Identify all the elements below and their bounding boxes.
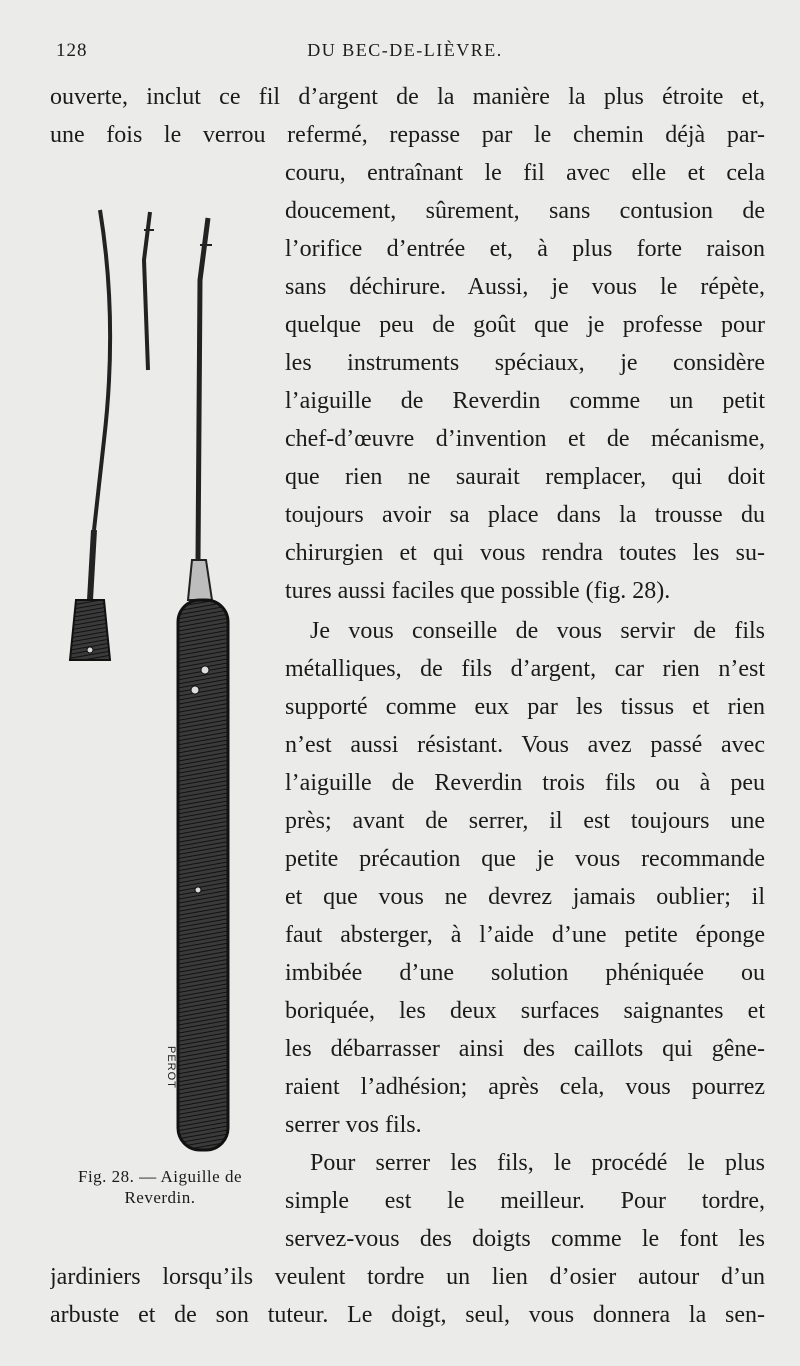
text-line: quelque peu de goût que je professe pour bbox=[285, 312, 765, 338]
text-line: arbuste et de son tuteur. Le doigt, seul, vous donnera la sen- bbox=[50, 1302, 765, 1328]
text-line: que rien ne saurait remplacer, qui doit bbox=[285, 464, 765, 490]
text-line: Pour serrer les fils, le procédé le plus bbox=[310, 1150, 765, 1176]
text-line: couru, entraînant le fil avec elle et cela bbox=[285, 160, 765, 186]
text-line: raient l’adhésion; après cela, vous pourrez bbox=[285, 1074, 765, 1100]
text-line: l’aiguille de Reverdin comme un petit bbox=[285, 388, 765, 414]
page-number: 128 bbox=[56, 40, 88, 61]
reverdin-needle-illustration bbox=[40, 200, 280, 1160]
main-needle bbox=[178, 218, 228, 1150]
text-line: chirurgien et qui vous rendra toutes les su- bbox=[285, 540, 765, 566]
caption-line: Reverdin. bbox=[124, 1188, 196, 1207]
text-line: Je vous conseille de vous servir de fils bbox=[310, 618, 765, 644]
text-line: boriquée, les deux surfaces saignantes et bbox=[285, 998, 765, 1024]
text-line: près; avant de serrer, il est toujours une bbox=[285, 808, 765, 834]
running-title: DU BEC-DE-LIÈVRE. bbox=[307, 40, 503, 60]
text-line: serrer vos fils. bbox=[285, 1112, 422, 1138]
needle-handle bbox=[178, 600, 228, 1150]
text-line: n’est aussi résistant. Vous avez passé avec bbox=[285, 732, 765, 758]
text-line: tures aussi faciles que possible (fig. 28). bbox=[285, 578, 671, 604]
text-line: petite précaution que je vous recommande bbox=[285, 846, 765, 872]
needle-tip-detail bbox=[144, 212, 154, 370]
text-line: sans déchirure. Aussi, je vous le répète, bbox=[285, 274, 765, 300]
text-line: doucement, sûrement, sans contusion de bbox=[285, 198, 765, 224]
text-line: une fois le verrou refermé, repasse par le chemin déjà par- bbox=[50, 122, 765, 148]
text-line: métalliques, de fils d’argent, car rien n’est bbox=[285, 656, 765, 682]
text-line: jardiniers lorsqu’ils veulent tordre un lien d’osier autour d’un bbox=[50, 1264, 765, 1290]
text-line: les débarrasser ainsi des caillots qui gêne- bbox=[285, 1036, 765, 1062]
engraver-signature: PEROT bbox=[165, 1046, 177, 1089]
figure-caption bbox=[40, 1166, 280, 1208]
text-line: l’aiguille de Reverdin trois fils ou à peu bbox=[285, 770, 765, 796]
text-line: supporté comme eux par les tissus et rien bbox=[285, 694, 765, 720]
text-line: toujours avoir sa place dans la trousse du bbox=[285, 502, 765, 528]
curved-needle-detail bbox=[70, 210, 110, 660]
text-line: ouverte, inclut ce fil d’argent de la manière la plus étroite et, bbox=[50, 84, 765, 110]
text-line: chef-d’œuvre d’invention et de mécanisme, bbox=[285, 426, 765, 452]
text-line: simple est le meilleur. Pour tordre, bbox=[285, 1188, 765, 1214]
text-line: imbibée d’une solution phéniquée ou bbox=[285, 960, 765, 986]
text-line: et que vous ne devrez jamais oublier; il bbox=[285, 884, 765, 910]
text-line: faut absterger, à l’aide d’une petite éponge bbox=[285, 922, 765, 948]
caption-line: Fig. 28. — Aiguille de bbox=[78, 1167, 242, 1186]
text-line: les instruments spéciaux, je considère bbox=[285, 350, 765, 376]
text-line: servez-vous des doigts comme le font les bbox=[285, 1226, 765, 1252]
page-header bbox=[50, 40, 760, 66]
text-line: l’orifice d’entrée et, à plus forte raison bbox=[285, 236, 765, 262]
